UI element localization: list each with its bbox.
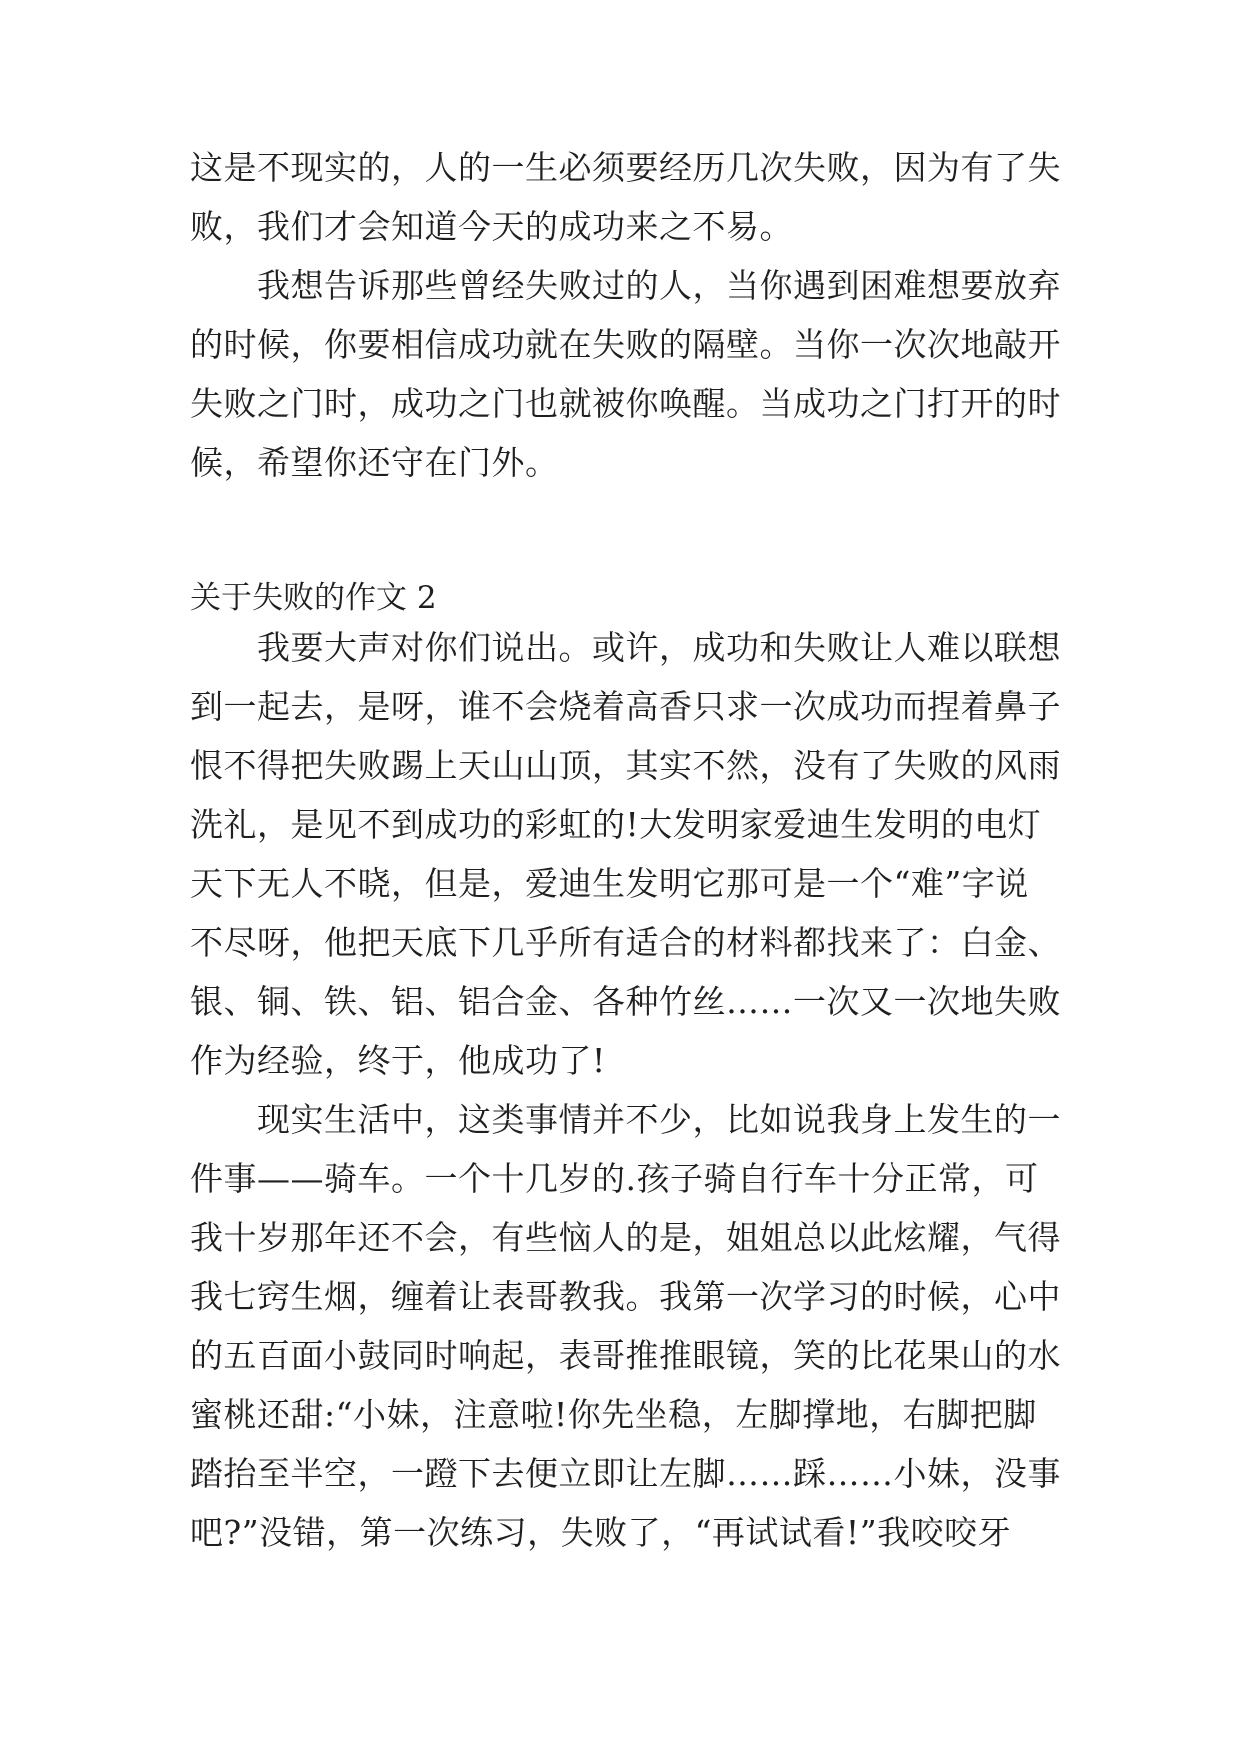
text-line: 蜜桃还甜:“小妹，注意啦!你先坐稳，左脚撑地，右脚把脚 bbox=[190, 1395, 1037, 1434]
text-line: 银、铜、铁、铝、铝合金、各种竹丝……一次又一次地失败 bbox=[190, 982, 1061, 1021]
paragraph-block-2 bbox=[190, 618, 1070, 1562]
text-line: 踏抬至半空，一蹬下去便立即让左脚……踩……小妹，没事 bbox=[190, 1454, 1061, 1493]
text-line: 不尽呀，他把天底下几乎所有适合的材料都找来了：白金、 bbox=[190, 923, 1061, 962]
text-line: 我要大声对你们说出。或许，成功和失败让人难以联想 bbox=[190, 628, 1061, 667]
text-line: 候，希望你还守在门外。 bbox=[190, 443, 559, 482]
text-line: 我十岁那年还不会，有些恼人的是，姐姐总以此炫耀，气得 bbox=[190, 1218, 1061, 1257]
section-heading: 关于失败的作文 2 bbox=[190, 580, 437, 616]
text-line: 恨不得把失败踢上天山山顶，其实不然，没有了失败的风雨 bbox=[190, 746, 1061, 785]
text-line: 这是不现实的，人的一生必须要经历几次失败，因为有了失 bbox=[190, 148, 1061, 187]
text-line: 洗礼，是见不到成功的彩虹的!大发明家爱迪生发明的电灯 bbox=[190, 805, 1042, 844]
text-line: 的五百面小鼓同时响起，表哥推推眼镜，笑的比花果山的水 bbox=[190, 1336, 1061, 1375]
text-line: 我七窍生烟，缠着让表哥教我。我第一次学习的时候，心中 bbox=[190, 1277, 1061, 1316]
text-line: 败，我们才会知道今天的成功来之不易。 bbox=[190, 207, 793, 246]
text-line: 现实生活中，这类事情并不少，比如说我身上发生的一 bbox=[190, 1100, 1061, 1139]
text-line: 的时候，你要相信成功就在失败的隔壁。当你一次次地敲开 bbox=[190, 325, 1061, 364]
text-line: 作为经验，终于，他成功了! bbox=[190, 1041, 606, 1080]
text-line: 我想告诉那些曾经失败过的人，当你遇到困难想要放弃 bbox=[190, 266, 1061, 305]
text-line: 吧?”没错，第一次练习，失败了，“再试试看!”我咬咬牙 bbox=[190, 1513, 1012, 1552]
paragraph-block-1 bbox=[190, 138, 1070, 492]
text-line: 失败之门时，成功之门也就被你唤醒。当成功之门打开的时 bbox=[190, 384, 1061, 423]
text-line: 到一起去，是呀，谁不会烧着高香只求一次成功而捏着鼻子 bbox=[190, 687, 1061, 726]
text-line: 天下无人不晓，但是，爱迪生发明它那可是一个“难”字说 bbox=[190, 864, 1029, 903]
text-line: 件事——骑车。一个十几岁的.孩子骑自行车十分正常，可 bbox=[190, 1159, 1039, 1198]
